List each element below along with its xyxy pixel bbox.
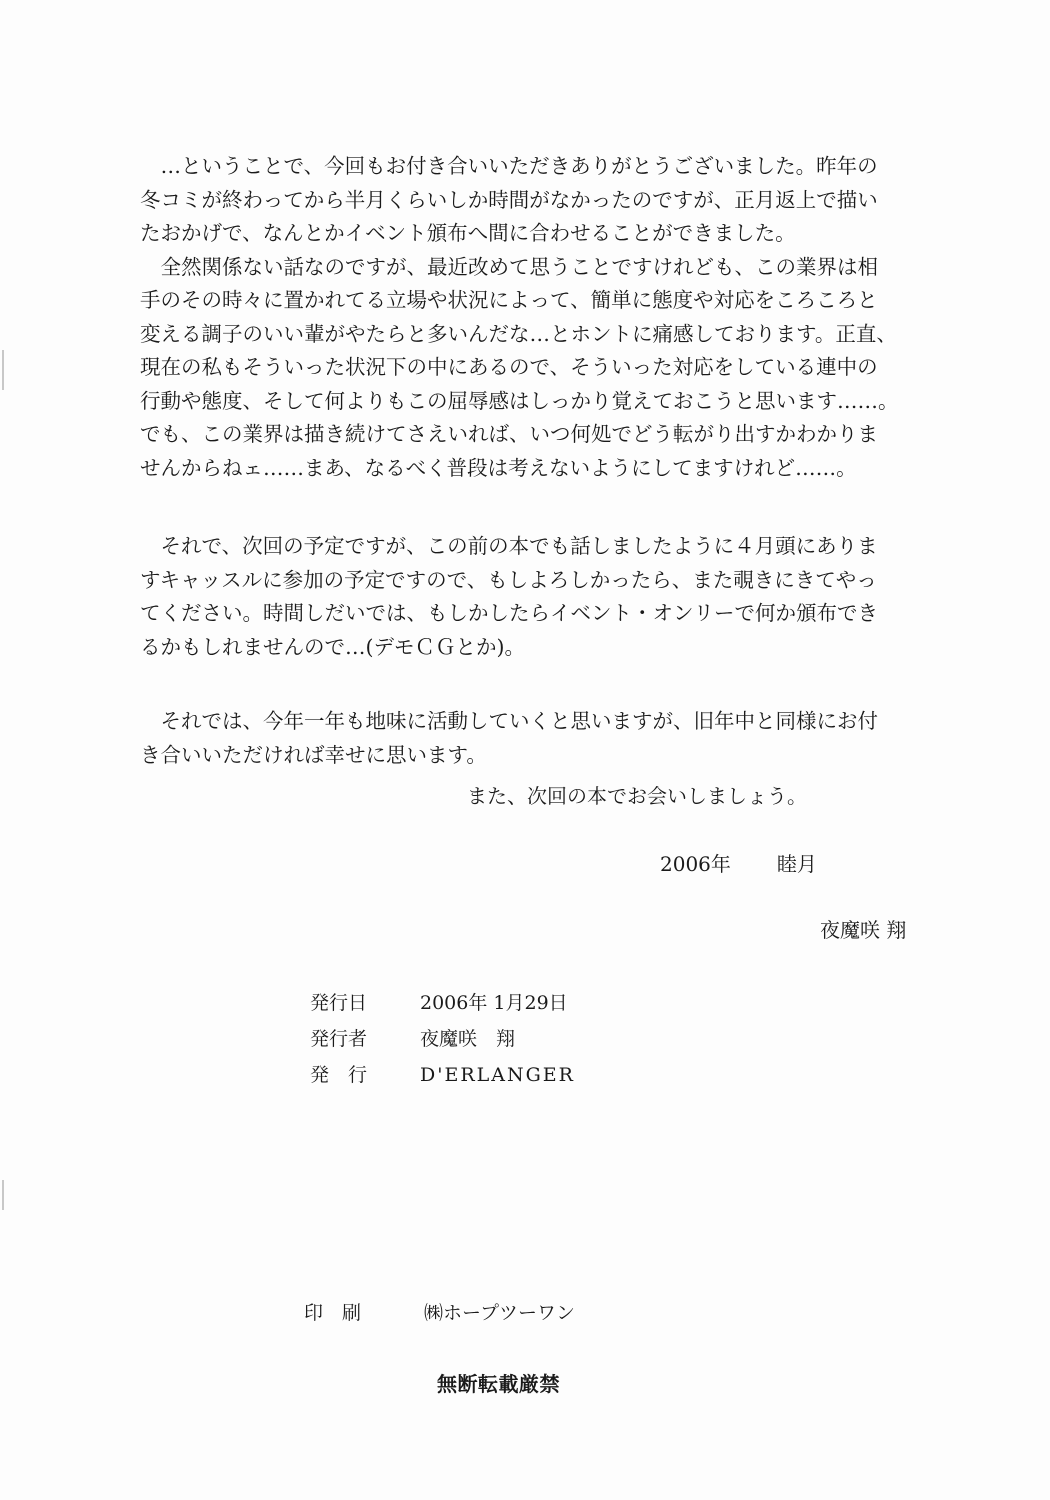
afterword-paragraph-1: [140, 150, 940, 485]
text-line: …ということで、今回もお付き合いいただきありがとうございました。昨年の: [140, 154, 878, 178]
colophon-publisher: [310, 1024, 515, 1051]
afterword-paragraph-2: [140, 530, 940, 664]
text-line: 行動や態度、そして何よりもこの屈辱感はしっかり覚えておこうと思います……。: [140, 388, 899, 413]
colophon-label: 印 刷: [304, 1302, 362, 1324]
farewell-line: また、次回の本でお会いしましょう。: [467, 784, 807, 808]
reproduction-notice: 無断転載厳禁: [437, 1372, 560, 1396]
colophon-value: 2006年 1月29日: [420, 992, 568, 1014]
text-line: 変える調子のいい輩がやたらと多いんだな…とホントに痛感しております。正直、: [140, 321, 897, 346]
signature-month: 睦月: [776, 852, 817, 876]
colophon-value: ㈱ホープツーワン: [424, 1302, 576, 1324]
text-line: それで、次回の予定ですが、この前の本でも話しましたように４月頭にありま: [140, 534, 878, 558]
colophon-label: 発行者: [310, 1028, 368, 1050]
text-line: き合いいただければ幸せに思います。: [140, 742, 487, 767]
afterword-paragraph-3: [140, 705, 940, 772]
colophon-label: 発 行: [310, 1064, 368, 1086]
text-line: でも、この業界は描き続けてさえいれば、いつ何処でどう転がり出すかわかりま: [140, 422, 878, 446]
colophon-publication: [310, 1060, 575, 1087]
text-line: 全然関係ない話なのですが、最近改めて思うことですけれども、この業界は相: [140, 254, 878, 279]
text-line: てください。時間しだいでは、もしかしたらイベント・オンリーで何か頒布でき: [140, 601, 878, 625]
text-line: 冬コミが終わってから半月くらいしか時間がなかったのですが、正月返上で描い: [140, 187, 878, 212]
scan-edge-mark: [2, 350, 4, 390]
text-line: たおかげで、なんとかイベント頒布へ間に合わせることができました。: [140, 221, 796, 245]
colophon-value: D'ERLANGER: [420, 1064, 575, 1086]
colophon-printing: [304, 1298, 575, 1325]
text-line: 手のその時々に置かれてる立場や状況によって、簡単に態度や対応をころころと: [140, 288, 878, 312]
text-line: すキャッスルに参加の予定ですので、もしよろしかったら、また覗きにきてやっ: [140, 567, 877, 592]
colophon-label: 発行日: [310, 992, 368, 1014]
signature-year: 2006年: [660, 852, 731, 876]
text-line: るかもしれませんので…(デモＣＧとか)。: [140, 634, 525, 659]
text-line: 現在の私もそういった状況下の中にあるので、そういった対応をしている連中の: [140, 355, 878, 379]
text-line: それでは、今年一年も地味に活動していくと思いますが、旧年中と同様にお付: [140, 709, 878, 733]
scan-edge-mark: [2, 1180, 4, 1210]
text-line: せんからねェ……まあ、なるべく普段は考えないようにしてますけれど……。: [140, 455, 857, 480]
signature-author: 夜魔咲 翔: [820, 918, 907, 942]
signature-date: [660, 848, 817, 877]
colophon-value: 夜魔咲 翔: [420, 1028, 516, 1050]
colophon-issue-date: [310, 988, 568, 1015]
